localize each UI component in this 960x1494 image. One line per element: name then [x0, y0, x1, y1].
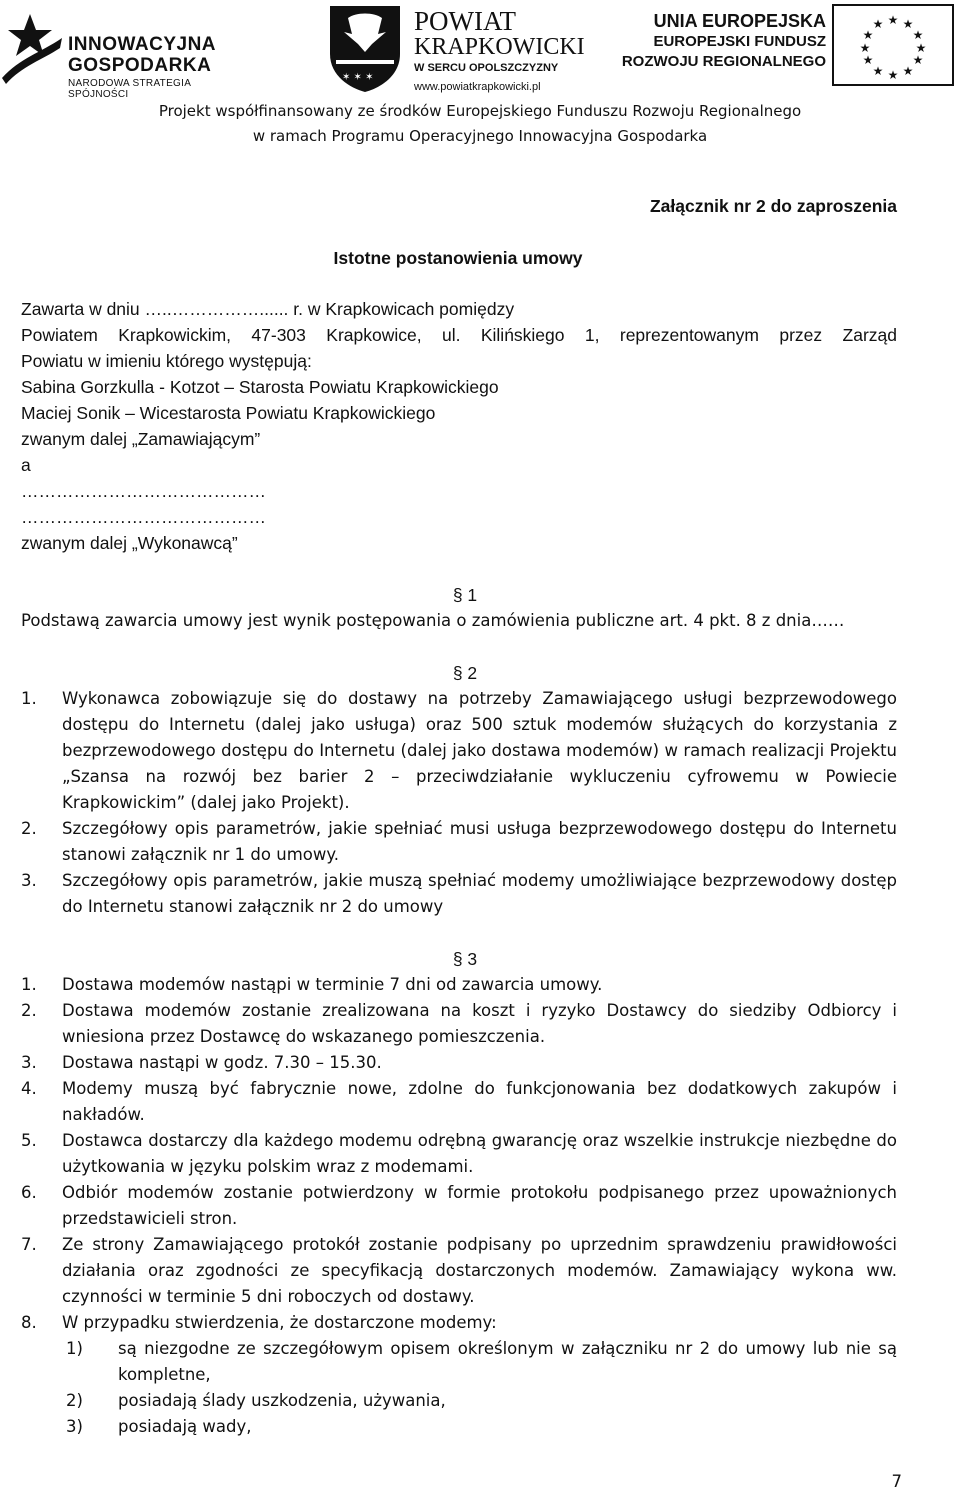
item-number: 7. [21, 1235, 37, 1254]
svg-text:★: ★ [872, 64, 884, 78]
logo-tagline: W SERCU OPOLSZCZYZNY [414, 62, 559, 74]
intro-line: …………………………………… [21, 507, 266, 527]
sub-item-text: są niezgodne ze szczegółowym opisem określonym w załączniku nr 2 do umowy lub nie są kompletne, [118, 1339, 897, 1384]
item-text: Modemy muszą być fabrycznie nowe, zdolne do funkcjonowania bez dodatkowych zakupów i nakładów. [62, 1079, 897, 1124]
section-3-heading: § 3 [452, 949, 478, 969]
list-item [21, 868, 897, 920]
eu-line-2: EUROPEJSKI FUNDUSZ [653, 33, 826, 50]
svg-text:★: ★ [902, 17, 914, 31]
svg-text:★: ★ [862, 28, 874, 42]
intro-line: Maciej Sonik – Wicestarosta Powiatu Krapkowickiego [21, 403, 436, 423]
intro-line: Sabina Gorzkulla - Kotzot – Starosta Powiatu Krapkowickiego [21, 377, 499, 397]
eu-line-1: UNIA EUROPEJSKA [653, 11, 826, 31]
section-2-heading: § 2 [452, 663, 478, 683]
item-number: 4. [21, 1079, 37, 1098]
item-number: 6. [21, 1183, 37, 1202]
svg-text:★: ★ [902, 64, 914, 78]
intro-line: Powiatu w imieniu którego występują: [21, 351, 312, 371]
intro-line: …………………………………… [21, 481, 266, 501]
intro-line: Powiatem Krapkowickim, 47-303 Krapkowice, ul. Kilińskiego 1, reprezentowanym przez Zarząd [21, 325, 897, 345]
page-number: 7 [891, 1472, 902, 1491]
item-number: 2. [21, 819, 37, 838]
item-number: 8. [21, 1313, 37, 1332]
logo-line-krapkowicki: KRAPKOWICKI [414, 34, 585, 60]
innowacyjna-gospodarka-logo [0, 8, 240, 100]
project-funding-line-2: w ramach Programu Operacyjnego Innowacyjna Gospodarka [252, 127, 708, 145]
sub-item-number: 3) [66, 1417, 83, 1436]
logo-line-powiat: POWIAT [414, 6, 516, 36]
item-text: Szczegółowy opis parametrów, jakie spełniać musi usługa bezprzewodowego dostępu do Internetu stanowi załącznik nr 1 do umowy. [62, 819, 897, 864]
svg-text:★: ★ [859, 41, 871, 55]
item-text: Ze strony Zamawiającego protokół zostanie podpisany po uprzednim sprawdzeniu prawidłowości działania oraz zgodności ze specyfikacją dostarczonych modemów. Zamawiający wykona ww. czynności w terminie 5 dni roboczych od dostawy. [62, 1235, 897, 1306]
list-item [21, 998, 897, 1050]
svg-text:★: ★ [862, 53, 874, 67]
svg-text:★: ★ [872, 17, 884, 31]
item-number: 2. [21, 1001, 37, 1020]
logo-website: www.powiatkrapkowicki.pl [414, 81, 541, 93]
intro-line: zwanym dalej „Wykonawcą” [21, 533, 238, 553]
item-number: 3. [21, 1053, 37, 1072]
list-item [21, 816, 897, 868]
item-text: Odbiór modemów zostanie potwierdzony w formie protokołu podpisanego przez upoważnionych przedstawicieli stron. [62, 1183, 897, 1228]
sub-list-item [66, 1336, 897, 1388]
item-text: W przypadku stwierdzenia, że dostarczone modemy: [62, 1313, 497, 1332]
logo-line-1: INNOWACYJNA [68, 34, 217, 55]
list-item [21, 972, 897, 998]
svg-text:★: ★ [912, 53, 924, 67]
svg-text:✶ ✶ ✶: ✶ ✶ ✶ [342, 72, 374, 83]
list-item [21, 1180, 897, 1232]
logo-line-2: GOSPODARKA [68, 55, 212, 76]
logo-subtitle: NARODOWA STRATEGIA SPÓJNOŚCI [68, 78, 191, 100]
section-1-text: Podstawą zawarcia umowy jest wynik postępowania o zamówienia publiczne art. 4 pkt. 8 z dnia…… [21, 611, 845, 630]
section-3-list [21, 972, 897, 1440]
list-item [21, 1128, 897, 1180]
svg-text:★: ★ [887, 68, 899, 82]
list-item [21, 1076, 897, 1128]
item-text: Wykonawca zobowiązuje się do dostawy na potrzeby Zamawiającego usługi bezprzewodowego dostępu do Internetu (dalej jako usługa) oraz 500 sztuk modemów służących do korzystania z bezprzewodowego dostępu do Internetu (dalej jako dostawa modemów) w ramach realizacji Projektu „Szansa na rozwój bez barier 2 – przeciwdziałanie wykluczeniu cyfrowemu w Powiecie Krapkowickim” (dalej jako Projekt). [62, 689, 897, 812]
list-item [21, 1050, 897, 1076]
sub-list-item [66, 1388, 897, 1414]
eu-stars-icon [832, 4, 954, 86]
item-number: 1. [21, 975, 37, 994]
sub-item-text: posiadają wady, [118, 1417, 252, 1436]
eu-flag [832, 4, 954, 86]
svg-text:★: ★ [912, 28, 924, 42]
eu-logo-text [598, 10, 826, 72]
intro-line: a [21, 455, 31, 475]
attachment-label: Załącznik nr 2 do zaproszenia [649, 196, 897, 216]
svg-text:★: ★ [887, 13, 899, 27]
sub-item-number: 2) [66, 1391, 83, 1410]
sub-list-item [66, 1414, 897, 1440]
section-1-heading: § 1 [452, 585, 478, 605]
item-text: Dostawa nastąpi w godz. 7.30 – 15.30. [62, 1053, 382, 1072]
item-text: Szczegółowy opis parametrów, jakie muszą spełniać modemy umożliwiające bezprzewodowy dostęp do Internetu stanowi załącznik nr 2 do umowy [62, 871, 897, 916]
powiat-krapkowicki-logo [328, 4, 585, 96]
sub-item-number: 1) [66, 1339, 83, 1358]
document-title: Istotne postanowienia umowy [333, 248, 583, 268]
project-funding-line-1: Projekt współfinansowany ze środków Europejskiego Funduszu Rozwoju Regionalnego [158, 102, 802, 120]
section-2-list [21, 686, 897, 920]
intro-line: Zawarta w dniu …..……………...... r. w Krapkowicach pomiędzy [21, 299, 515, 319]
svg-text:★: ★ [915, 41, 927, 55]
intro-line: zwanym dalej „Zamawiającym” [21, 429, 261, 449]
item-number: 5. [21, 1131, 37, 1150]
list-item [21, 686, 897, 816]
list-item [21, 1232, 897, 1310]
item-text: Dostawa modemów zostanie zrealizowana na koszt i ryzyko Dostawcy do siedziby Odbiorcy i wniesiona przez Dostawcę do wskazanego pomieszczenia. [62, 1001, 897, 1046]
item-number: 1. [21, 689, 37, 708]
star-swoosh-icon [0, 8, 64, 88]
item-text: Dostawca dostarczy dla każdego modemu odrębną gwarancję oraz wszelkie instrukcje niezbędne do użytkowania w języku polskim wraz z modemami. [62, 1131, 897, 1176]
item-number: 3. [21, 871, 37, 890]
list-item [21, 1310, 897, 1336]
sub-item-text: posiadają ślady uszkodzenia, używania, [118, 1391, 446, 1410]
coat-of-arms-icon [328, 4, 402, 94]
item-text: Dostawa modemów nastąpi w terminie 7 dni od zawarcia umowy. [62, 975, 603, 994]
eu-line-3: ROZWOJU REGIONALNEGO [621, 53, 826, 70]
